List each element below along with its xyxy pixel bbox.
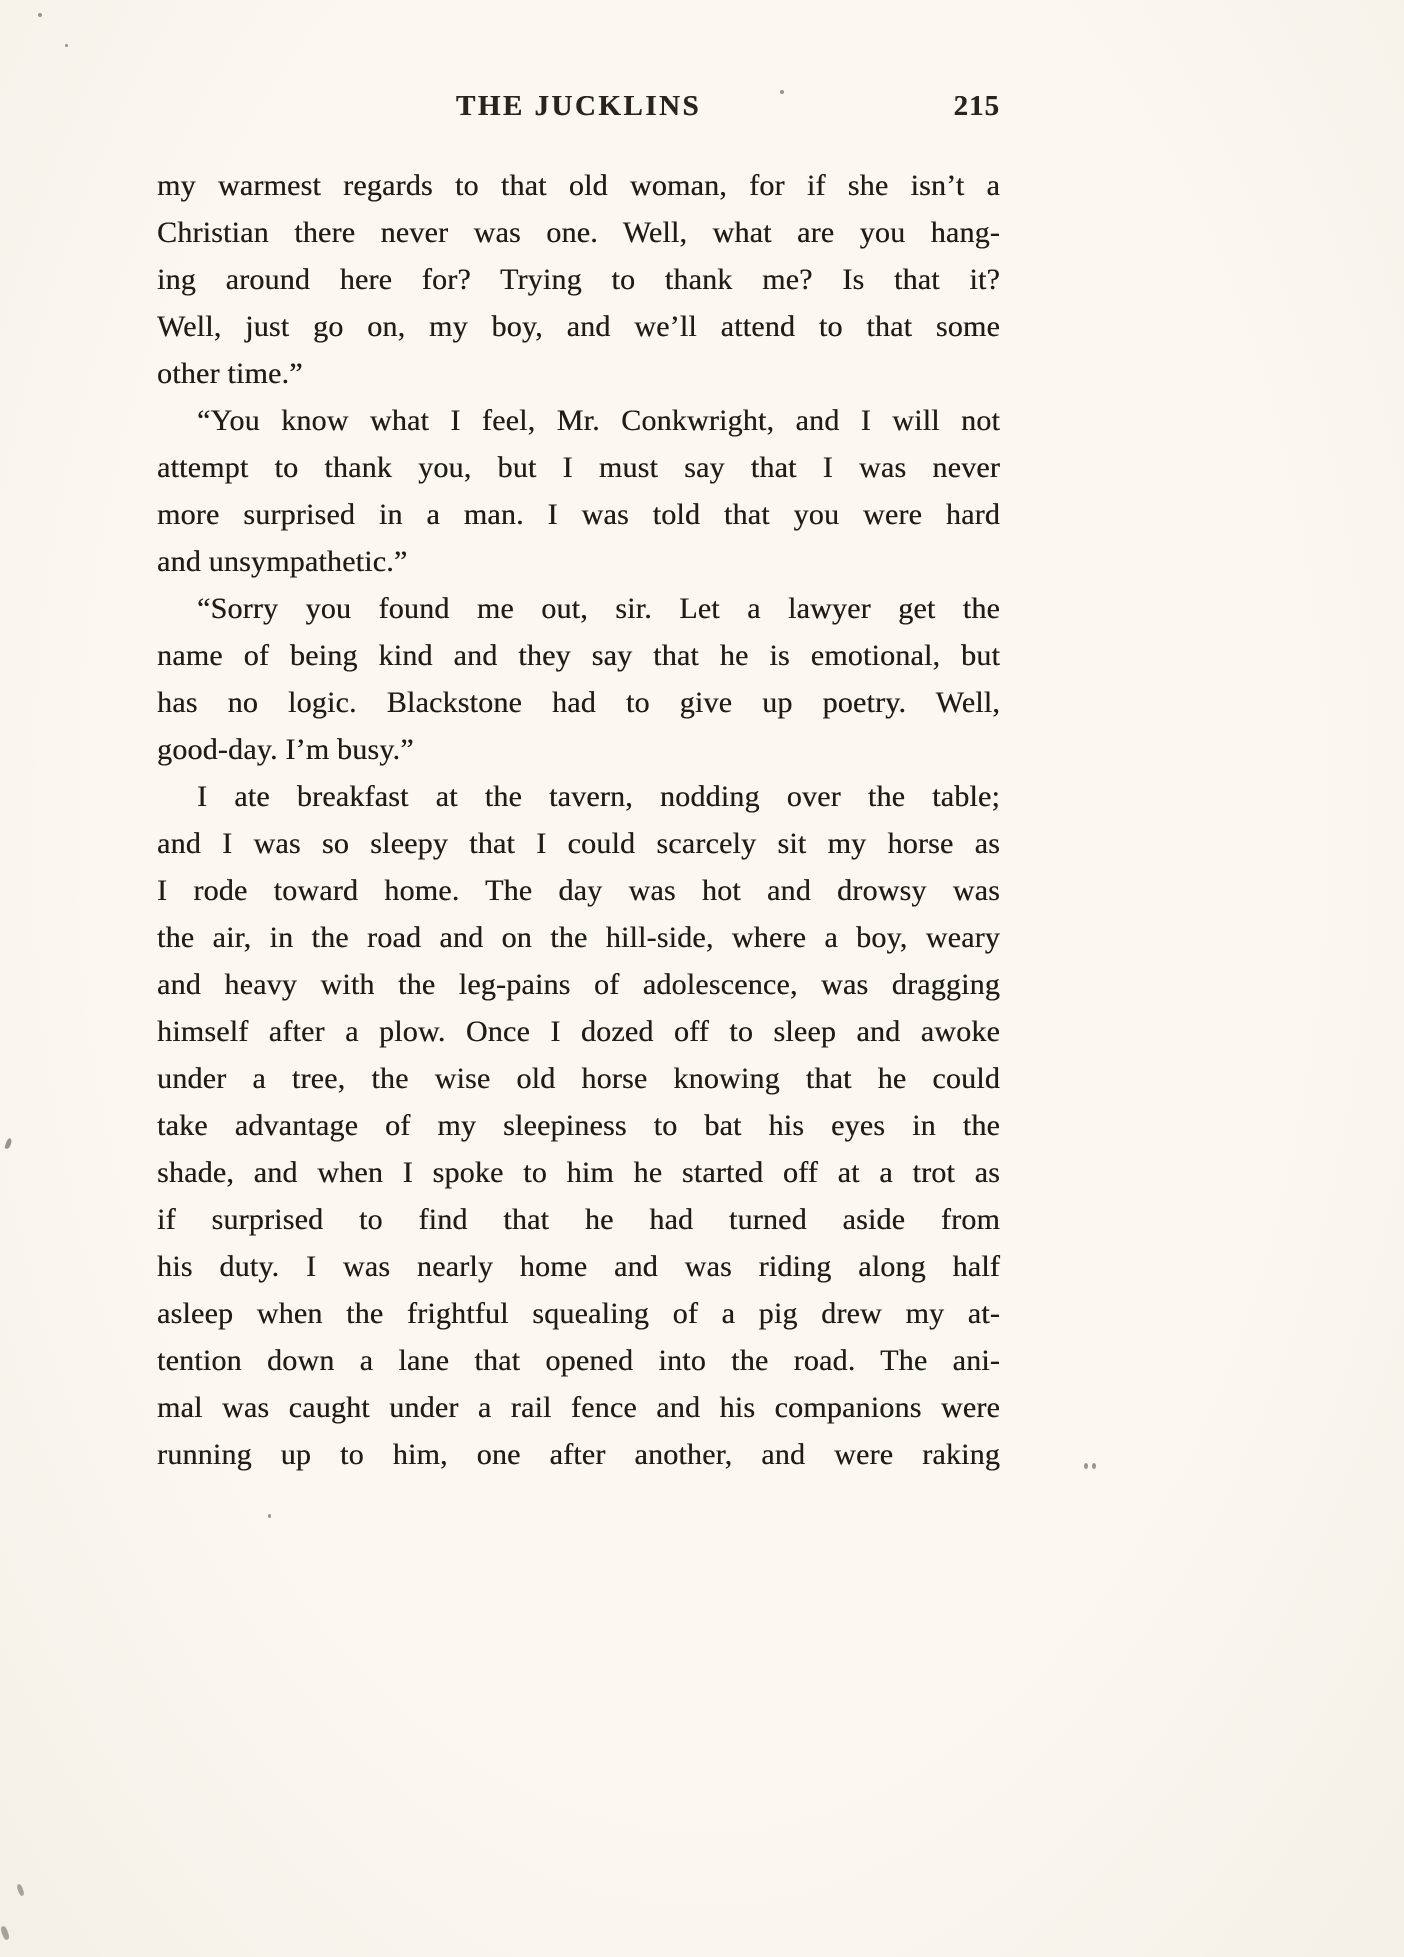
scan-speck <box>65 44 68 47</box>
text-line: ing around here for? Trying to thank me? Is that it? <box>157 263 1000 296</box>
scan-speck <box>1084 1463 1088 1469</box>
page-number: 215 <box>953 90 1000 122</box>
running-title: THE JUCKLINS <box>455 90 702 122</box>
text-line: take advantage of my sleepiness to bat his eyes in the <box>157 1109 1000 1142</box>
scan-speck <box>4 1137 12 1149</box>
text-line: running up to him, one after another, and were raking <box>157 1438 1000 1471</box>
text-line: if surprised to find that he had turned aside from <box>157 1203 1000 1236</box>
text-line: and heavy with the leg-pains of adolescence, was dragging <box>157 968 1000 1001</box>
text-line: other time.” <box>157 357 303 390</box>
text-block <box>157 90 1000 1478</box>
text-line: and I was so sleepy that I could scarcely sit my horse as <box>157 827 1000 860</box>
text-line: I ate breakfast at the tavern, nodding over the table; <box>197 780 1000 813</box>
text-line: his duty. I was nearly home and was riding along half <box>157 1250 1000 1283</box>
text-line: name of being kind and they say that he is emotional, but <box>157 639 1000 672</box>
text-line: “You know what I feel, Mr. Conkwright, and I will not <box>197 404 1000 437</box>
text-line: asleep when the frightful squealing of a pig drew my at- <box>157 1297 1000 1330</box>
paragraph <box>157 162 1000 397</box>
text-line: more surprised in a man. I was told that you were hard <box>157 498 1000 531</box>
text-line: good-day. I’m busy.” <box>157 733 414 766</box>
text-line: attempt to thank you, but I must say that I was never <box>157 451 1000 484</box>
scan-speck <box>38 13 42 17</box>
paragraph <box>157 397 1000 585</box>
text-line: and unsympathetic.” <box>157 545 408 578</box>
text-line: Well, just go on, my boy, and we’ll attend to that some <box>157 310 1000 343</box>
page-header <box>157 90 1000 132</box>
text-line: mal was caught under a rail fence and his companions were <box>157 1391 1000 1424</box>
text-line: tention down a lane that opened into the road. The ani- <box>157 1344 1000 1377</box>
scan-speck <box>780 90 784 94</box>
text-line: the air, in the road and on the hill-side, where a boy, weary <box>157 921 1000 954</box>
scan-speck <box>1092 1463 1096 1469</box>
scan-speck <box>16 1884 25 1897</box>
text-line: my warmest regards to that old woman, for if she isn’t a <box>157 169 1000 202</box>
paragraph <box>157 773 1000 1478</box>
scan-speck <box>0 1925 10 1940</box>
text-line: under a tree, the wise old horse knowing that he could <box>157 1062 1000 1095</box>
text-line: has no logic. Blackstone had to give up poetry. Well, <box>157 686 1000 719</box>
text-line: shade, and when I spoke to him he started off at a trot as <box>157 1156 1000 1189</box>
text-line: I rode toward home. The day was hot and drowsy was <box>157 874 1000 907</box>
text-line: “Sorry you found me out, sir. Let a lawyer get the <box>197 592 1000 625</box>
text-line: Christian there never was one. Well, what are you hang- <box>157 216 1000 249</box>
paragraph <box>157 585 1000 773</box>
text-line: himself after a plow. Once I dozed off to sleep and awoke <box>157 1015 1000 1048</box>
scan-speck <box>268 1514 271 1518</box>
